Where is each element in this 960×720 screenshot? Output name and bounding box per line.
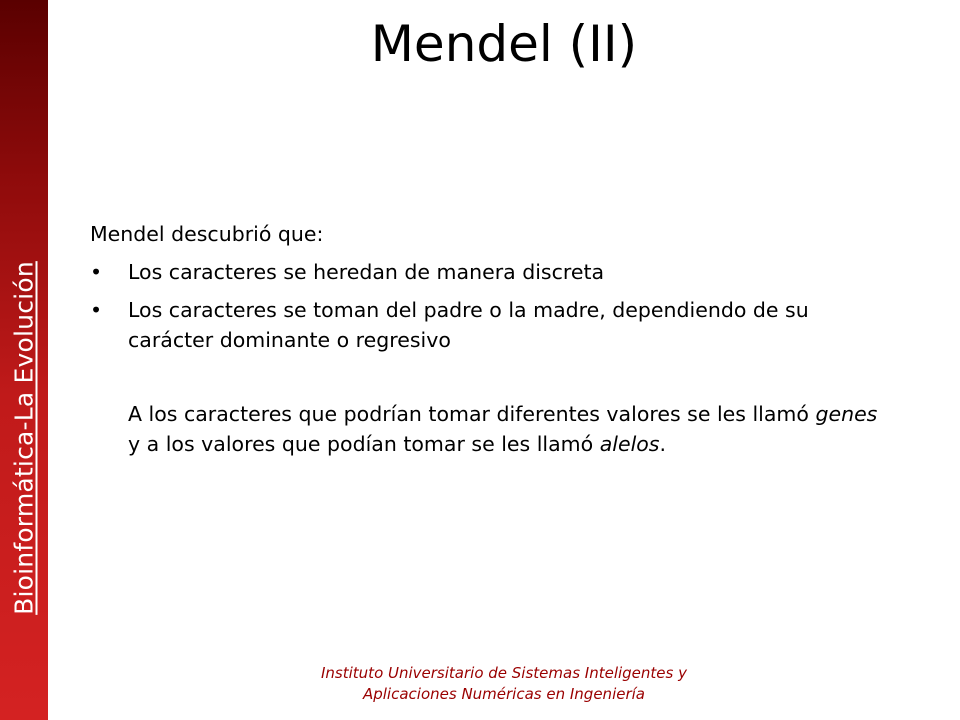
term-genes: genes bbox=[815, 402, 878, 426]
bullet-text: Los caracteres se toman del padre o la madre, dependiendo de su carácter dominante o regresivo bbox=[128, 298, 809, 352]
slide-title: Mendel (II) bbox=[370, 15, 638, 73]
intro-text: Mendel descubrió que: bbox=[90, 222, 324, 246]
slide-content bbox=[90, 219, 880, 459]
paragraph-text: A los caracteres que podrían tomar diferentes valores se les llamó bbox=[128, 402, 816, 426]
paragraph-text: . bbox=[659, 432, 667, 456]
bullet-list bbox=[90, 257, 880, 355]
bullet-dot-icon: • bbox=[90, 298, 103, 322]
bullet-item bbox=[90, 295, 880, 355]
bullet-dot-icon: • bbox=[90, 260, 103, 284]
sidebar-banner bbox=[0, 0, 48, 720]
footer-line: Instituto Universitario de Sistemas Inteligentes y bbox=[321, 664, 687, 682]
bullet-item bbox=[90, 257, 880, 287]
bullet-text: Los caracteres se heredan de manera discreta bbox=[128, 260, 605, 284]
footer-line: Aplicaciones Numéricas en Ingeniería bbox=[362, 685, 645, 703]
paragraph-text: y a los valores que podían tomar se les llamó bbox=[128, 432, 600, 456]
definition-paragraph bbox=[128, 399, 880, 459]
sidebar-title: Bioinformática-La Evolución bbox=[9, 261, 39, 615]
term-alelos: alelos bbox=[599, 432, 660, 456]
footer-institution bbox=[48, 663, 960, 705]
